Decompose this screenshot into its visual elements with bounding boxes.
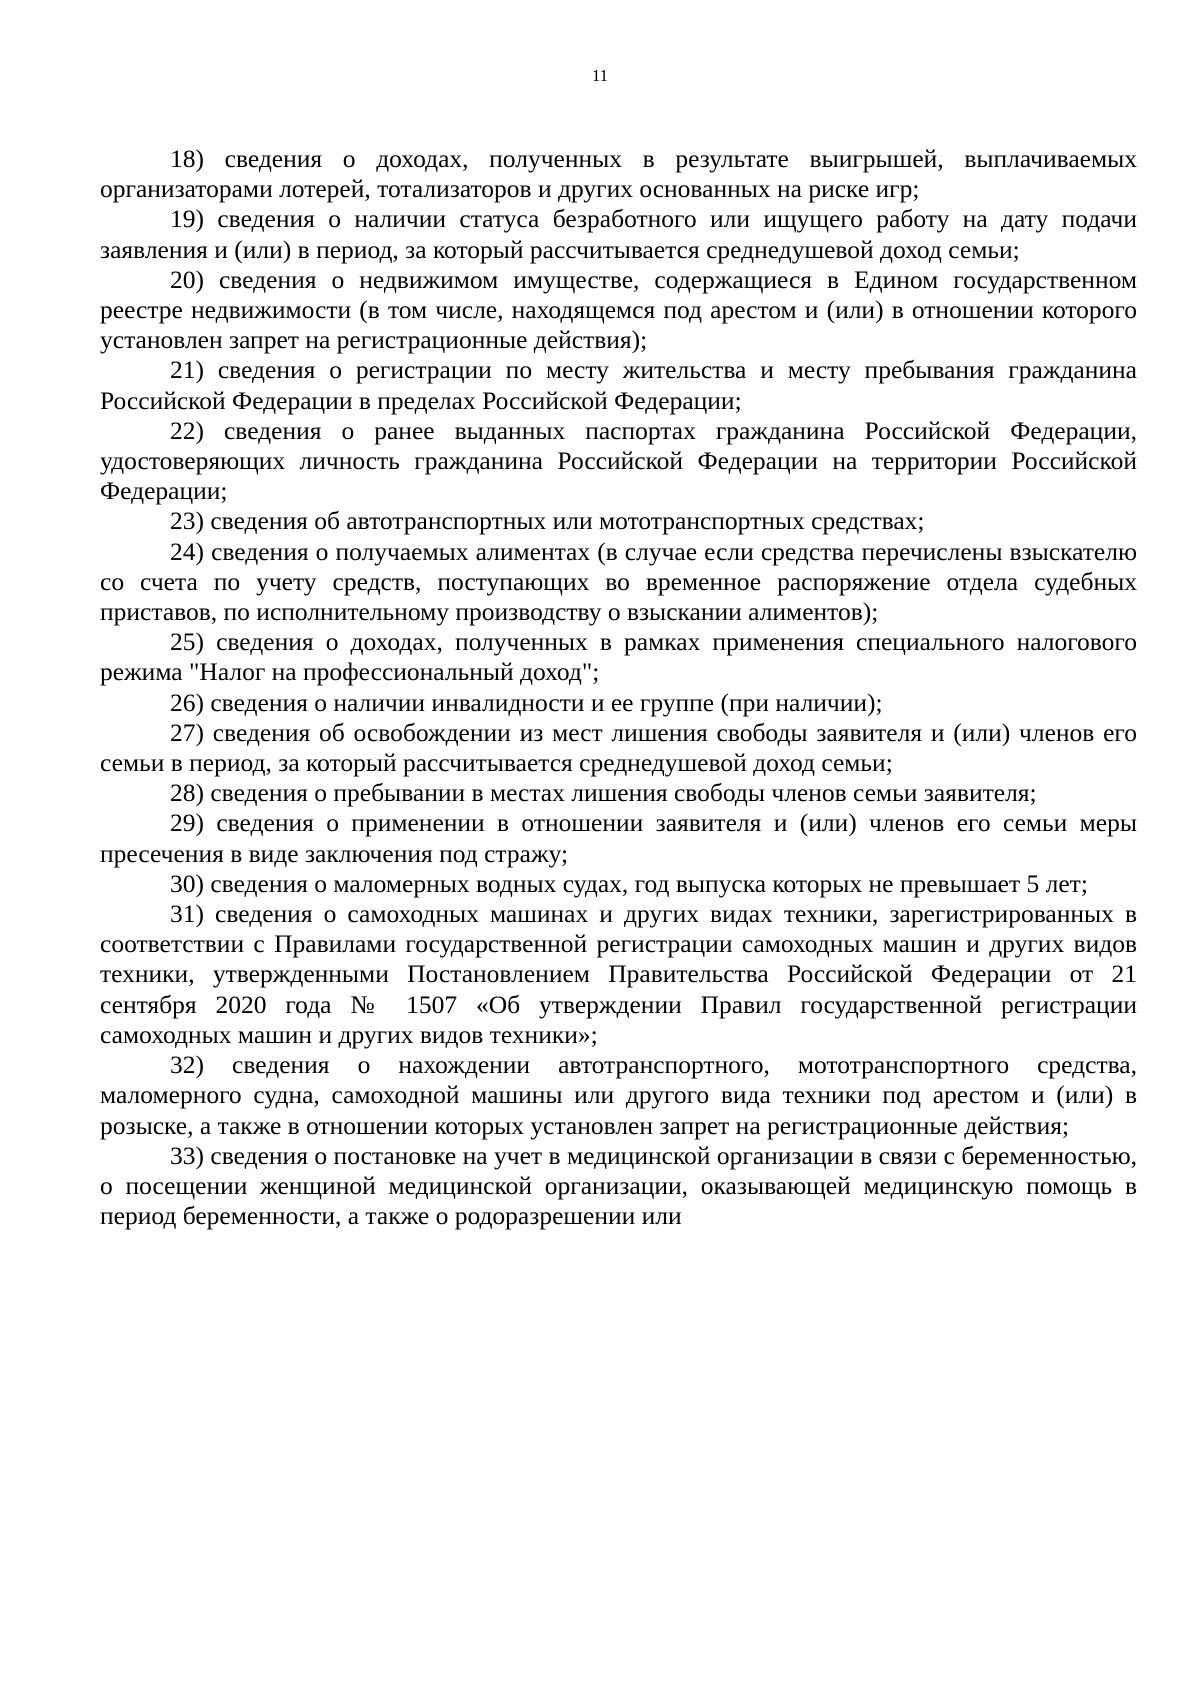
list-item-26: 26) сведения о наличии инвалидности и ее группе (при наличии); [170,687,883,717]
list-item-30: 30) сведения о маломерных водных судах, год выпуска которых не превышает 5 лет; [170,868,1088,898]
list-item-29: 29) сведения о применении в отношении заявителя и (или) членов его семьи меры пресечения в виде заключения под стражу; [100,808,1137,868]
list-item-25: 25) сведения о доходах, полученных в рамках применения специального налогового режима "Налог на профессиональный доход"; [100,627,1137,687]
list-item-27: 27) сведения об освобождении из мест лишения свободы заявителя и (или) членов его семьи в период, за который рассчитывается среднедушевой доход семьи; [100,717,1137,778]
list-item-28: 28) сведения о пребывании в местах лишения свободы членов семьи заявителя; [170,778,1037,808]
document-body [100,144,1137,1231]
list-item-33: 33) сведения о постановке на учет в медицинской организации в связи с беременностью, о посещении женщиной медицинской организации, оказывающей медицинскую помощь в период беременности, а также о родоразрешении или [100,1140,1137,1231]
list-item-21: 21) сведения о регистрации по месту жительства и месту пребывания гражданина Российской Федерации в пределах Российской Федерации; [100,355,1137,415]
list-item-23: 23) сведения об автотранспортных или мототранспортных средствах; [170,506,925,536]
list-item-20: 20) сведения о недвижимом имуществе, содержащиеся в Едином государственном реестре недвижимости (в том числе, находящемся под арестом и (или) в отношении которого установлен запрет на регистрационные действия); [100,264,1137,355]
list-item-32: 32) сведения о нахождении автотранспортного, мототранспортного средства, маломерного судна, самоходной машины или другого вида техники под арестом и (или) в розыске, а также в отношении которых установлен запрет на регистрационные действия; [100,1050,1137,1140]
page-number: 11 [591,66,609,85]
list-item-19: 19) сведения о наличии статуса безработного или ищущего работу на дату подачи заявления и (или) в период, за который рассчитывается среднедушевой доход семьи; [100,204,1137,264]
list-item-24: 24) сведения о получаемых алиментах (в случае если средства перечислены взыскателю со счета по учету средств, поступающих во временное распоряжение отдела судебных приставов, по исполнительному производству о взыскании алиментов); [100,536,1137,627]
list-item-18: 18) сведения о доходах, полученных в результате выигрышей, выплачиваемых организаторами лотерей, тотализаторов и других основанных на риске игр; [100,144,1137,204]
list-item-31: 31) сведения о самоходных машинах и других видах техники, зарегистрированных в соответствии с Правилами государственной регистрации самоходных машин и других видов техники, утвержденными Постановлением Правительства Российской Федерации от 21 сентября 2020 года № 1507 «Об утверждении Правил государственной регистрации самоходных машин и других видов техники»; [100,899,1137,1049]
list-item-22: 22) сведения о ранее выданных паспортах гражданина Российской Федерации, удостоверяющих личность гражданина Российской Федерации на территории Российской Федерации; [100,415,1137,506]
